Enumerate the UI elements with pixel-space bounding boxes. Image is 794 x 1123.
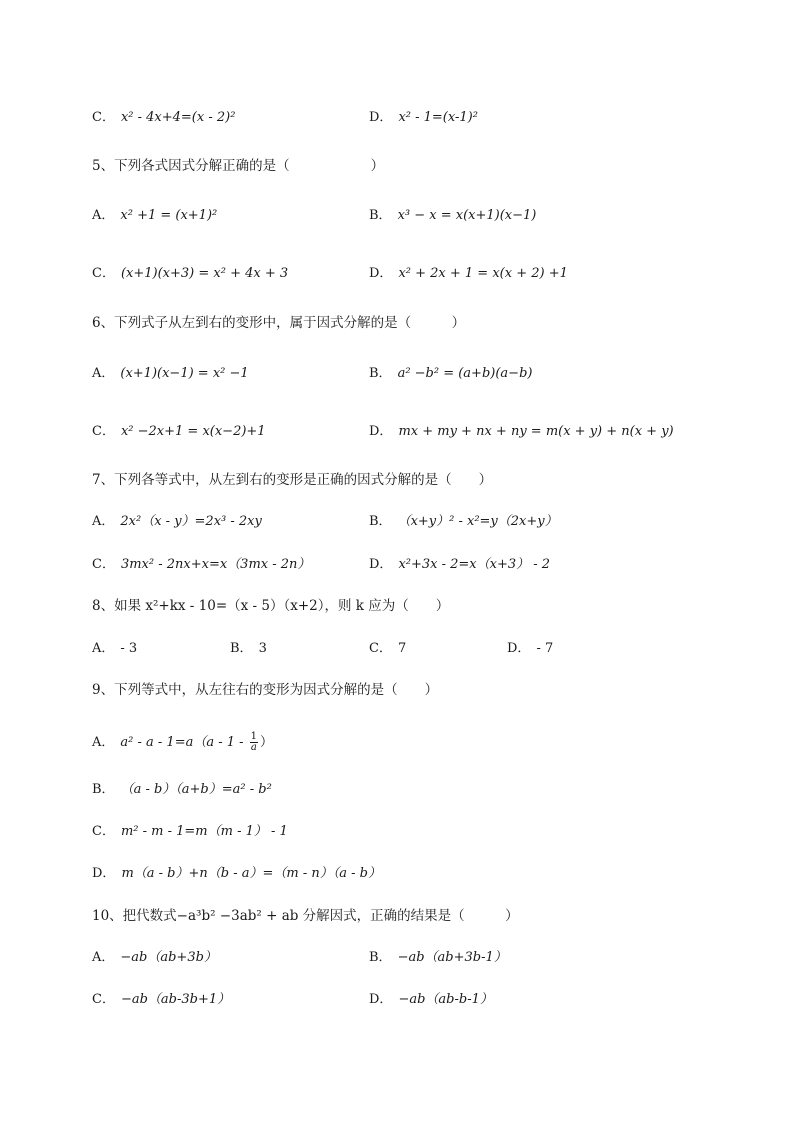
question-5-stem: 5、下列各式因式分解正确的是（ ） bbox=[92, 158, 385, 174]
q5-option-d[interactable] bbox=[369, 264, 568, 284]
option-label: B． bbox=[230, 641, 253, 656]
option-label: D． bbox=[369, 424, 393, 439]
question-7-stem: 7、下列各等式中，从左到右的变形是正确的因式分解的是（ ） bbox=[92, 472, 493, 488]
option-label: A． bbox=[92, 641, 115, 656]
option-label: A． bbox=[92, 735, 115, 750]
option-label: C． bbox=[92, 557, 115, 572]
q10-option-d[interactable] bbox=[369, 990, 493, 1010]
option-label: A． bbox=[92, 950, 115, 965]
q7-option-a[interactable] bbox=[92, 512, 262, 532]
option-label: A． bbox=[92, 514, 115, 529]
question-10-stem: 10、把代数式−a³b² −3ab² + ab 分解因式，正确的结果是（ ） bbox=[92, 908, 519, 924]
q8-option-c[interactable] bbox=[369, 639, 406, 659]
option-text: −ab（ab+3b） bbox=[120, 950, 217, 965]
option-label: D． bbox=[369, 266, 393, 281]
option-text: (x+1)(x−1) = x² −1 bbox=[120, 366, 249, 381]
option-text: (x+1)(x+3) = x² + 4x + 3 bbox=[120, 266, 289, 281]
option-label: D． bbox=[369, 992, 393, 1007]
q7-option-b[interactable] bbox=[369, 512, 558, 532]
option-label: A． bbox=[92, 208, 115, 223]
option-label: B． bbox=[92, 782, 115, 797]
option-label: C． bbox=[92, 266, 115, 281]
fraction-numerator: 1 bbox=[250, 731, 258, 742]
question-8-stem: 8、如果 x²+kx - 10=（x - 5）（x+2），则 k 应为（ ） bbox=[92, 598, 450, 614]
option-label: C． bbox=[92, 110, 115, 125]
fraction-denominator: a bbox=[250, 742, 257, 753]
option-text: m² - m - 1=m（m - 1） - 1 bbox=[120, 824, 288, 839]
option-text: - 3 bbox=[120, 641, 138, 656]
option-text: a² −b² = (a+b)(a−b) bbox=[397, 366, 533, 381]
q6-option-a[interactable] bbox=[92, 364, 249, 384]
option-label: B． bbox=[369, 208, 392, 223]
option-label: D． bbox=[369, 557, 393, 572]
option-text: 3 bbox=[258, 641, 267, 656]
option-text: m（a - b）+n（b - a）=（m - n）（a - b） bbox=[121, 866, 381, 881]
option-label: B． bbox=[369, 950, 392, 965]
option-label: D． bbox=[369, 110, 393, 125]
question-9-stem: 9、下列等式中，从左往右的变形为因式分解的是（ ） bbox=[92, 682, 439, 698]
q5-option-b[interactable] bbox=[369, 206, 536, 226]
option-label: A． bbox=[92, 366, 115, 381]
option-text: （x+y）² - x²=y（2x+y） bbox=[397, 514, 558, 529]
option-text: 7 bbox=[397, 641, 407, 656]
option-label: D． bbox=[507, 641, 531, 656]
option-d-prev bbox=[369, 108, 478, 128]
q9-option-d[interactable] bbox=[92, 864, 381, 884]
option-label: C． bbox=[92, 992, 115, 1007]
q6-option-c[interactable] bbox=[92, 422, 266, 442]
option-text-before: a² - a - 1=a（a - 1 - bbox=[120, 735, 248, 750]
option-text: 3mx² - 2nx+x=x（3mx - 2n） bbox=[120, 557, 311, 572]
q8-option-d[interactable] bbox=[507, 639, 553, 659]
option-text: −ab（ab-b-1） bbox=[398, 992, 493, 1007]
option-c-prev bbox=[92, 108, 235, 128]
q6-option-d[interactable] bbox=[369, 422, 674, 442]
option-label: B． bbox=[369, 514, 392, 529]
option-text: 2x²（x - y）=2x³ - 2xy bbox=[120, 514, 262, 529]
q6-option-b[interactable] bbox=[369, 364, 532, 384]
q7-option-c[interactable] bbox=[92, 555, 310, 575]
option-label: B． bbox=[369, 366, 392, 381]
q10-option-b[interactable] bbox=[369, 948, 507, 968]
option-text: x²+3x - 2=x（x+3） - 2 bbox=[398, 557, 551, 572]
option-text: −ab（ab+3b-1） bbox=[397, 950, 507, 965]
option-label: C． bbox=[92, 824, 115, 839]
q9-option-b[interactable] bbox=[92, 780, 272, 800]
option-text: x² - 1=(x-1)² bbox=[398, 110, 478, 125]
option-text: （a - b）（a+b）=a² - b² bbox=[120, 782, 272, 797]
fraction bbox=[250, 732, 258, 753]
option-text: x³ − x = x(x+1)(x−1) bbox=[397, 208, 537, 223]
q10-option-a[interactable] bbox=[92, 948, 217, 968]
option-text-after: ） bbox=[260, 735, 274, 750]
q8-option-a[interactable] bbox=[92, 639, 137, 659]
option-text: x² - 4x+4=(x - 2)² bbox=[120, 110, 236, 125]
option-label: C． bbox=[92, 424, 115, 439]
question-6-stem: 6、下列式子从左到右的变形中，属于因式分解的是（ ） bbox=[92, 315, 466, 331]
q9-option-a[interactable] bbox=[92, 730, 273, 756]
option-text: - 7 bbox=[536, 641, 554, 656]
q5-option-c[interactable] bbox=[92, 264, 288, 284]
option-text: x² +1 = (x+1)² bbox=[120, 208, 218, 223]
q10-option-c[interactable] bbox=[92, 990, 230, 1010]
option-label: D． bbox=[92, 866, 116, 881]
option-text: −ab（ab-3b+1） bbox=[120, 992, 231, 1007]
q7-option-d[interactable] bbox=[369, 555, 550, 575]
option-text: x² −2x+1 = x(x−2)+1 bbox=[120, 424, 266, 439]
option-text: x² + 2x + 1 = x(x + 2) +1 bbox=[398, 266, 568, 281]
q9-option-c[interactable] bbox=[92, 822, 288, 842]
q8-option-b[interactable] bbox=[230, 639, 267, 659]
option-label: C． bbox=[369, 641, 392, 656]
option-text: mx + my + nx + ny = m(x + y) + n(x + y) bbox=[398, 424, 674, 439]
q5-option-a[interactable] bbox=[92, 206, 217, 226]
